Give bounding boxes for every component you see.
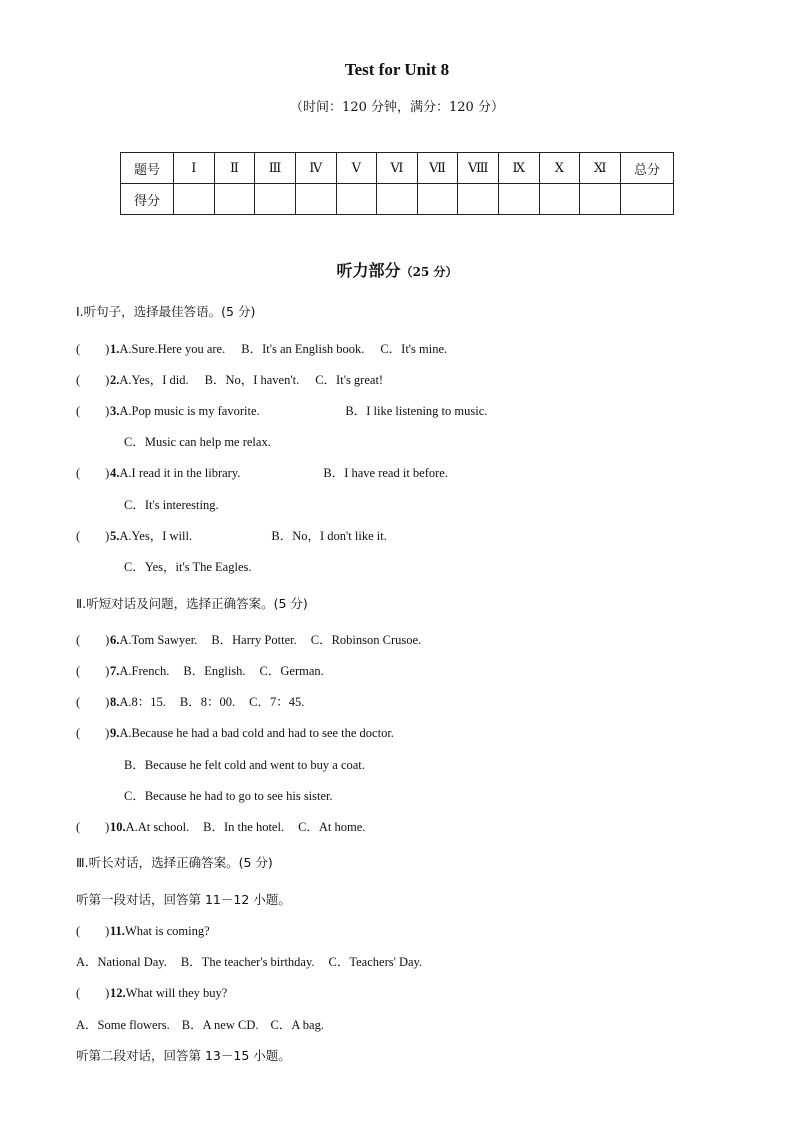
- dialog2-instruction: 听第二段对话，回答第 13－15 小题。: [76, 1048, 291, 1063]
- score-cell[interactable]: [214, 184, 255, 215]
- option-c: C．Yes，it's The Eagles.: [124, 560, 252, 574]
- score-table-header-row: [121, 153, 674, 184]
- question-2: [76, 370, 383, 388]
- score-cell[interactable]: [174, 184, 215, 215]
- option-c: C．Teachers' Day.: [328, 955, 423, 969]
- answer-blank[interactable]: ( ): [76, 342, 110, 356]
- page-title: Test for Unit 8: [344, 60, 450, 79]
- question-number: 4.: [110, 466, 120, 480]
- answer-blank[interactable]: ( ): [76, 664, 110, 678]
- question-9: [76, 723, 394, 741]
- score-table-col: Ⅺ: [580, 153, 621, 184]
- question-12: [76, 983, 227, 1001]
- question-8: [76, 692, 304, 710]
- question-number: 3.: [110, 404, 120, 418]
- score-table: [120, 152, 674, 215]
- option-a: A.French.: [119, 664, 170, 678]
- answer-blank[interactable]: ( ): [76, 986, 110, 1000]
- option-b: B．8：00.: [179, 695, 236, 709]
- question-11: [76, 921, 210, 939]
- question-5: [76, 526, 387, 544]
- score-table-col: Ⅶ: [417, 153, 458, 184]
- question-number: 2.: [110, 373, 120, 387]
- option-a: A.Tom Sawyer.: [119, 633, 198, 647]
- answer-blank[interactable]: ( ): [76, 633, 110, 647]
- option-b: B．I like listening to music.: [345, 404, 488, 418]
- question-number: 9.: [110, 726, 120, 740]
- option-c: C．It's mine.: [380, 342, 448, 356]
- score-table-col: Ⅳ: [295, 153, 336, 184]
- option-b: B．Harry Potter.: [211, 633, 297, 647]
- question-4: [76, 463, 448, 481]
- option-a: A.Yes，I will.: [119, 529, 193, 543]
- answer-blank[interactable]: ( ): [76, 529, 110, 543]
- question-10: [76, 817, 365, 835]
- listening-score: （25 分）: [400, 265, 458, 279]
- score-table-col: Ⅱ: [214, 153, 255, 184]
- option-b: B．No，I don't like it.: [271, 529, 387, 543]
- option-a: A.Because he had a bad cold and had to see the doctor.: [119, 726, 394, 740]
- option-b: B．English.: [183, 664, 246, 678]
- option-a: A.At school.: [125, 820, 190, 834]
- score-cell[interactable]: [580, 184, 621, 215]
- answer-blank[interactable]: ( ): [76, 373, 110, 387]
- score-cell[interactable]: [336, 184, 377, 215]
- question-number: 5.: [110, 529, 120, 543]
- score-table-col: Ⅷ: [458, 153, 499, 184]
- question-6: [76, 630, 421, 648]
- option-c: C．Music can help me relax.: [124, 435, 271, 449]
- option-c: C．At home.: [298, 820, 366, 834]
- option-b: B．It's an English book.: [241, 342, 365, 356]
- score-table-col: Ⅸ: [499, 153, 540, 184]
- option-a: A.8：15.: [119, 695, 166, 709]
- score-table-row-label: 得分: [121, 184, 174, 215]
- option-c: C．A bag.: [270, 1018, 324, 1032]
- option-b: B．I have read it before.: [323, 466, 448, 480]
- score-cell[interactable]: [377, 184, 418, 215]
- score-cell[interactable]: [458, 184, 499, 215]
- option-b: B．In the hotel.: [203, 820, 285, 834]
- part1-heading: Ⅰ.听句子，选择最佳答语。(5 分): [76, 304, 256, 319]
- score-table-row-label: 题号: [121, 153, 174, 184]
- question-3: [76, 401, 487, 419]
- part3-heading: Ⅲ.听长对话，选择正确答案。(5 分): [76, 855, 273, 870]
- option-c: C．It's great!: [315, 373, 384, 387]
- option-a: A.Pop music is my favorite.: [119, 404, 260, 418]
- listening-section-title: [0, 258, 794, 281]
- score-table-col: Ⅵ: [377, 153, 418, 184]
- part2-heading: Ⅱ.听短对话及问题，选择正确答案。(5 分): [76, 596, 308, 611]
- answer-blank[interactable]: ( ): [76, 820, 110, 834]
- dialog1-instruction: 听第一段对话，回答第 11－12 小题。: [76, 892, 291, 907]
- score-cell-total[interactable]: [621, 184, 674, 215]
- score-table-col: Ⅲ: [255, 153, 296, 184]
- score-cell[interactable]: [255, 184, 296, 215]
- option-a: A．National Day.: [76, 955, 167, 969]
- answer-blank[interactable]: ( ): [76, 924, 110, 938]
- answer-blank[interactable]: ( ): [76, 404, 110, 418]
- question-1: [76, 339, 447, 357]
- option-a: A.Sure.Here you are.: [119, 342, 226, 356]
- question-11-options: [76, 952, 422, 970]
- listening-title: 听力部分: [336, 261, 401, 280]
- answer-blank[interactable]: ( ): [76, 695, 110, 709]
- question-12-options: [76, 1015, 324, 1033]
- answer-blank[interactable]: ( ): [76, 466, 110, 480]
- question-number: 11.: [110, 924, 125, 938]
- page-subtitle: （时间：120 分钟，满分：120 分）: [290, 100, 504, 115]
- option-a: A．Some flowers.: [76, 1018, 170, 1032]
- question-text: What will they buy?: [125, 986, 228, 1000]
- option-b: B．The teacher's birthday.: [180, 955, 315, 969]
- score-table-col: Ⅹ: [539, 153, 580, 184]
- score-cell[interactable]: [539, 184, 580, 215]
- option-b: B．A new CD.: [181, 1018, 259, 1032]
- option-b: B．Because he felt cold and went to buy a coat.: [124, 758, 365, 772]
- option-c: C．Robinson Crusoe.: [310, 633, 422, 647]
- option-c: C．7：45.: [249, 695, 305, 709]
- score-table-score-row: [121, 184, 674, 215]
- option-a: A.I read it in the library.: [119, 466, 241, 480]
- option-b: B．No，I haven't.: [204, 373, 300, 387]
- option-a: A.Yes，I did.: [119, 373, 189, 387]
- question-text: What is coming?: [124, 924, 210, 938]
- question-number: 6.: [110, 633, 120, 647]
- question-number: 7.: [110, 664, 120, 678]
- option-c: C．It's interesting.: [124, 498, 219, 512]
- score-cell[interactable]: [417, 184, 458, 215]
- score-cell[interactable]: [499, 184, 540, 215]
- score-table-total: 总分: [621, 153, 674, 184]
- question-number: 12.: [110, 986, 126, 1000]
- score-cell[interactable]: [295, 184, 336, 215]
- question-number: 1.: [110, 342, 120, 356]
- question-number: 8.: [110, 695, 120, 709]
- option-c: C．Because he had to go to see his sister.: [124, 789, 333, 803]
- option-c: C．German.: [259, 664, 324, 678]
- question-number: 10.: [110, 820, 126, 834]
- question-7: [76, 661, 324, 679]
- score-table-col: Ⅰ: [174, 153, 215, 184]
- answer-blank[interactable]: ( ): [76, 726, 110, 740]
- score-table-col: Ⅴ: [336, 153, 377, 184]
